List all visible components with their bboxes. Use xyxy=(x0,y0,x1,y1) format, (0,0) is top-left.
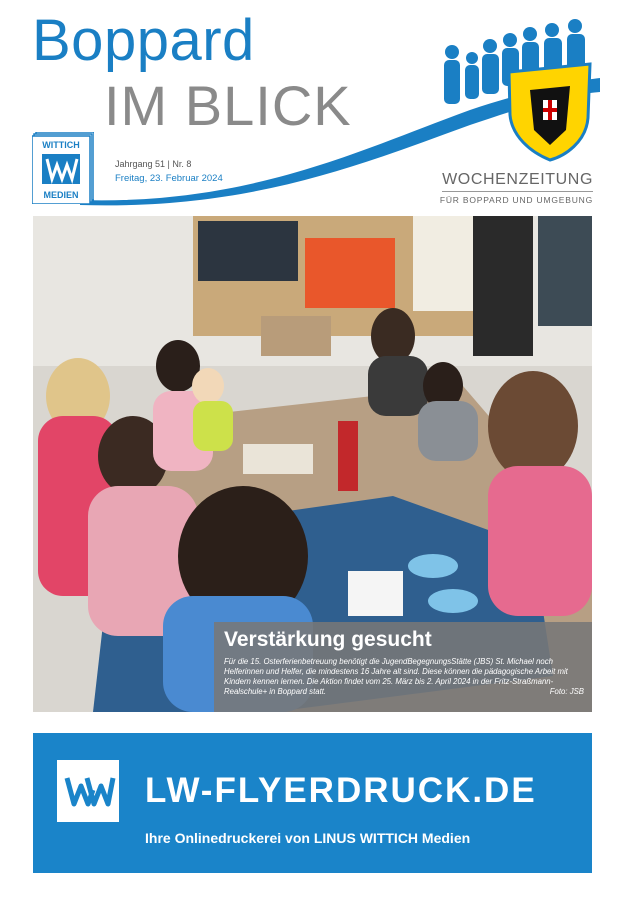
masthead-subtitle: IM BLICK xyxy=(104,74,352,137)
coat-of-arms-icon xyxy=(509,64,590,160)
photo-credit: Foto: JSB xyxy=(549,687,584,696)
flyerdruck-ad[interactable] xyxy=(33,733,592,873)
paper-subtitle: FÜR BOPPARD UND UMGEBUNG xyxy=(439,195,593,205)
ad-tagline: Ihre Onlinedruckerei von LINUS WITTICH Medien xyxy=(145,830,471,846)
svg-text:MEDIEN: MEDIEN xyxy=(43,190,79,200)
lead-text xyxy=(224,657,584,697)
wittich-medien-logo xyxy=(32,132,94,204)
masthead-title: Boppard xyxy=(32,8,255,73)
photo-caption xyxy=(214,622,592,712)
lead-body: Für die 15. Osterferienbetreuung benötigt die JugendBegegnungsStätte (JBS) St. Michael noch Helferinnen und Helfer, die mindestens 16 Jahre alt sind. Diese können die pädagogische Arbeit mit Kindern kennen lernen. Die Aktion findet vom 25. März bis 2. April 2024 in der Fritz-Straßmann-Realschule+ in Boppard statt. xyxy=(224,657,568,696)
issue-number: Jahrgang 51 | Nr. 8 xyxy=(115,159,192,169)
lw-logo-icon xyxy=(57,760,119,822)
svg-text:WITTICH: WITTICH xyxy=(42,140,80,150)
issue-date: Freitag, 23. Februar 2024 xyxy=(115,173,223,184)
ad-url[interactable]: LW-FLYERDRUCK.DE xyxy=(145,771,537,810)
paper-type: WOCHENZEITUNG xyxy=(442,171,593,192)
lead-headline: Verstärkung gesucht xyxy=(224,628,432,651)
